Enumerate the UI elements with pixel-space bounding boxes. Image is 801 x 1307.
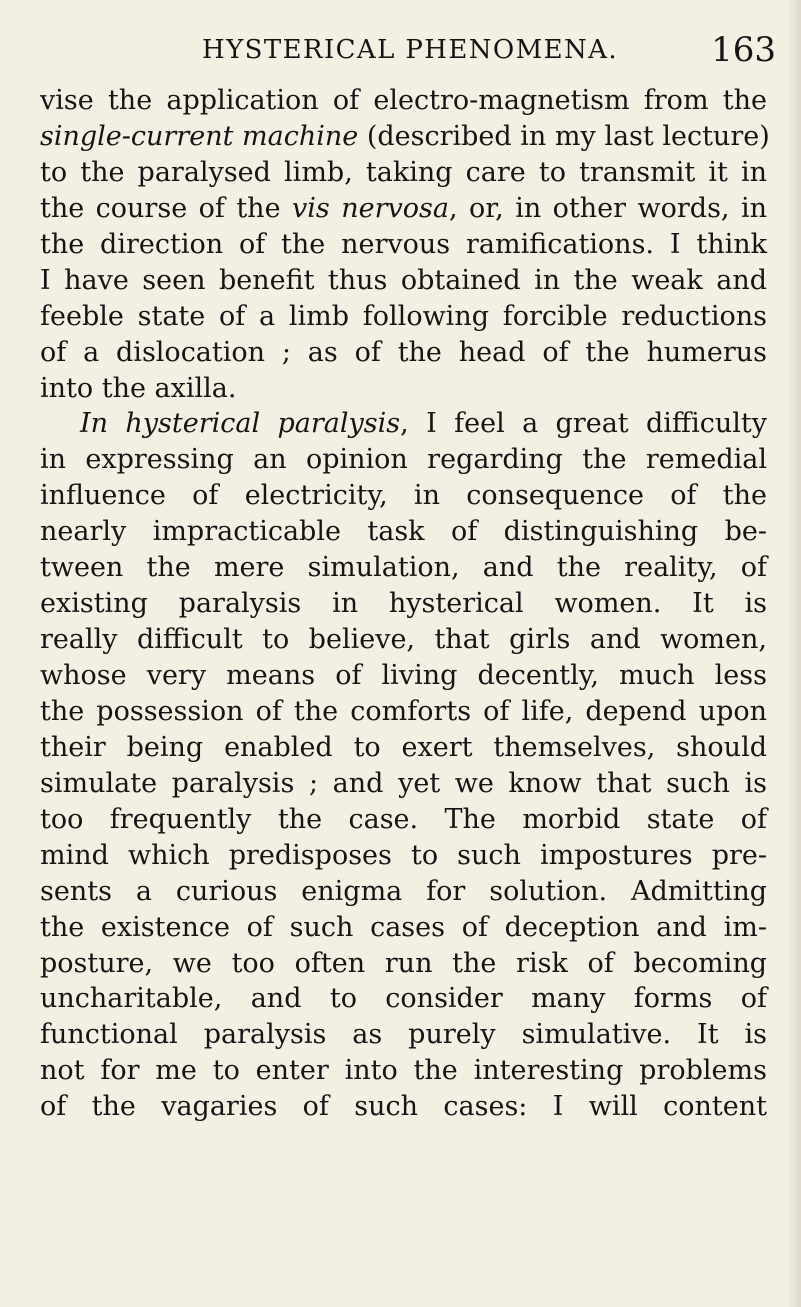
body-text <box>40 83 770 1125</box>
text-line: too frequently the case. The morbid state of <box>40 803 767 835</box>
text-line: posture, we too often run the risk of becoming <box>40 947 767 979</box>
italic-phrase: single-current machine <box>40 120 359 152</box>
text-line <box>40 406 767 442</box>
running-head <box>0 30 801 70</box>
text-line: the existence of such cases of deception and im- <box>40 911 767 943</box>
text-segment: the course of the <box>40 192 292 224</box>
text-line: uncharitable, and to consider many forms of <box>40 983 767 1015</box>
text-line: existing paralysis in hysterical women. It is <box>40 588 767 620</box>
text-line: nearly impracticable task of distinguishing be- <box>40 516 767 548</box>
text-line: into the axilla. <box>40 372 237 404</box>
text-line: their being enabled to exert themselves, should <box>40 731 767 763</box>
text-line: tween the mere simulation, and the reality, of <box>40 552 767 584</box>
italic-phrase: In hysterical paralysis <box>80 408 401 440</box>
text-line: sents a curious enigma for solution. Admitting <box>40 875 767 907</box>
text-line: feeble state of a limb following forcible reductions <box>40 300 767 332</box>
text-line: mind which predisposes to such impostures pre- <box>40 839 767 871</box>
text-line: of the vagaries of such cases: I will content <box>40 1091 767 1123</box>
text-line: I have seen benefit thus obtained in the weak and <box>40 264 767 296</box>
text-line: not for me to enter into the interesting problems <box>40 1055 767 1087</box>
running-title: HYSTERICAL PHENOMENA. <box>202 35 619 65</box>
text-line: simulate paralysis ; and yet we know that such is <box>40 767 767 799</box>
text-line: of a dislocation ; as of the head of the humerus <box>40 336 767 368</box>
text-line: the direction of the nervous ramifications. I think <box>40 228 767 260</box>
text-line: vise the application of electro-magnetism from the <box>40 85 767 116</box>
text-line: to the paralysed limb, taking care to transmit it in <box>40 156 767 188</box>
text-line: really difficult to believe, that girls and women, <box>40 624 767 656</box>
text-line: the possession of the comforts of life, depend upon <box>40 695 767 727</box>
text-segment: , I feel a great difficulty <box>400 408 767 440</box>
text-line <box>40 191 767 227</box>
text-line: influence of electricity, in consequence of the <box>40 480 767 512</box>
italic-phrase: vis nervosa <box>292 192 449 224</box>
text-line: in expressing an opinion regarding the remedial <box>40 444 767 476</box>
text-segment: , or, in other words, in <box>448 192 767 224</box>
text-line: whose very means of living decently, much less <box>40 660 767 691</box>
text-line <box>40 119 770 155</box>
page-edge-shadow <box>787 0 801 1307</box>
text-line: functional paralysis as purely simulative. It is <box>40 1019 767 1051</box>
text-segment: (described in my last lecture) <box>358 120 770 152</box>
page-number: 163 <box>711 30 776 70</box>
